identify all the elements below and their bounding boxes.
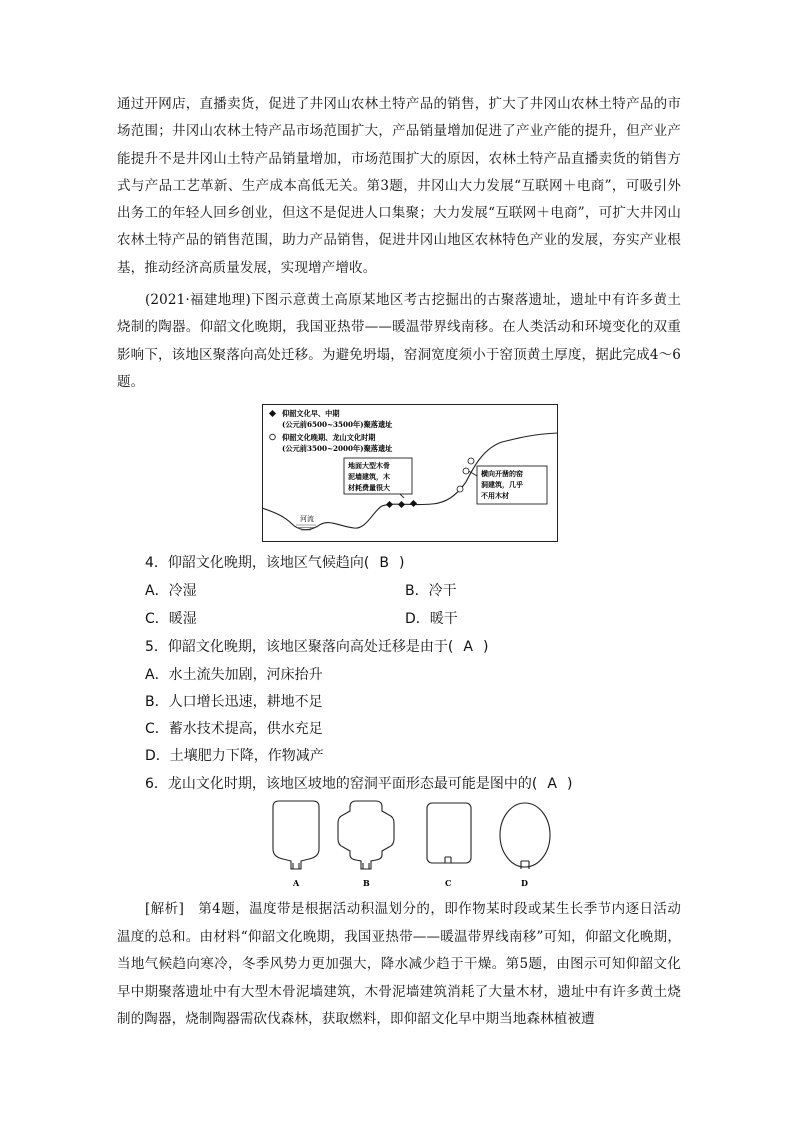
shape-a [273,801,319,869]
question-6 [145,774,572,794]
q4-answer: B [379,555,389,571]
q5-close: ) [482,639,489,655]
q5-option-d: D．土壤肥力下降，作物减产 [145,748,324,764]
shape-label-b: B [363,878,370,888]
circle-marker [463,468,469,474]
analysis-paragraph: [解析] 第4题，温度带是根据活动积温划分的，即作物某时段或某生长季节内逐日活动温度的总和。由材料“仰韶文化晚期，我国亚热带——暖温带界线南移”可知，仰韶文化晚期，当地气候趋向寒冷，冬季风势力更加强大，降水减少趋于干燥。第5题，由图示可知仰韶文化早中期聚落遗址中有大型木骨泥墙建筑，木骨泥墙建筑消耗了大量木材，遗址中有许多黄土烧制的陶器，烧制陶器需砍伐森林，获取燃料，即仰韶文化早中期当地森林植被遭 [117,901,681,1028]
circle-marker [468,458,474,464]
legend-1-line2: (公元前6500~3500年)聚落遗址 [282,420,393,429]
legend-2-line2: (公元前3500~2000年)聚落遗址 [282,444,393,453]
shape-label-d: D [521,878,528,888]
callout-left-line2: 泥墙建筑，木 [348,472,390,481]
cave-plan-shapes [255,799,555,894]
legend-1-line1: 仰韶文化早、中期 [282,409,340,418]
shape-c [427,803,471,863]
circle-legend-icon [270,434,276,440]
q6-answer: A [547,776,557,792]
callout-right-line1: 横向开凿的窑 [481,469,523,478]
q5-option-b: B．人口增长迅速，耕地不足 [145,694,323,710]
q6-stem: 6．龙山文化时期，该地区坡地的窑洞平面形态最可能是图中的( [145,776,538,792]
q4-option-a: A．冷湿 [145,583,197,599]
question-4 [145,553,404,573]
q4-option-d: D．暖干 [405,611,458,627]
q4-option-b: B．冷干 [405,583,457,599]
question-5 [145,637,488,657]
shape-label-c: C [445,878,452,888]
callout-right-line3: 不用木材 [481,491,509,500]
river-label: 河流 [300,515,314,523]
q5-answer: A [463,639,473,655]
q4-stem: 4．仰韶文化晚期，该地区气候趋向( [145,555,370,571]
q5-option-c: C．蓄水技术提高，供水充足 [145,721,323,737]
paragraph-continued-solution: 通过开网店，直播卖货，促进了井冈山农林土特产品的销售，扩大了井冈山农林土特产品的市场范围；井冈山农林土特产品市场范围扩大，产品销量增加促进了产业产能的提升，但产业产能提升不是井冈山土特产品销量增加，市场范围扩大的原因，农林土特产品直播卖货的销售方式与产品工艺革新、生产成本高低无关。第3题，井冈山大力发展“互联网＋电商”，可吸引外出务工的年轻人回乡创业，但这不是促进人口集聚；大力发展“互联网＋电商”，可扩大井冈山农林土特产品的销售范围，助力产品销售，促进井冈山地区农林特色产业的发展，夯实产业根基，推动经济高质量发展，实现增产增收。 [117,96,681,276]
q5-option-a: A．水土流失加剧，河床抬升 [145,667,323,683]
circle-marker [457,486,463,492]
callout-right-line2: 洞建筑，几乎 [481,480,523,489]
q6-close: ) [566,776,573,792]
legend-2-line1: 仰韶文化晚期、龙山文化时期 [282,433,376,442]
q5-stem: 5．仰韶文化晚期，该地区聚落向高处迁移是由于( [145,639,454,655]
shape-d [500,803,550,867]
paragraph-question-intro: (2021·福建地理)下图示意黄土高原某地区考古挖掘出的古聚落遗址，遗址中有许多黄土烧制的陶器。仰韶文化晚期，我国亚热带——暖温带界线南移。在人类活动和环境变化的双重影响下，该地区聚落向高处迁移。为避免坍塌，窑洞宽度须小于窑顶黄土厚度，据此完成4～6题。 [117,292,681,390]
callout-left-line3: 材耗费量很大 [348,483,390,492]
shape-label-a: A [293,878,300,888]
q4-close: ) [398,555,405,571]
q4-option-c: C．暖湿 [145,611,197,627]
settlement-diagram [262,404,558,542]
callout-left-line1: 地面大型木骨 [348,461,390,470]
shape-b [338,801,394,869]
